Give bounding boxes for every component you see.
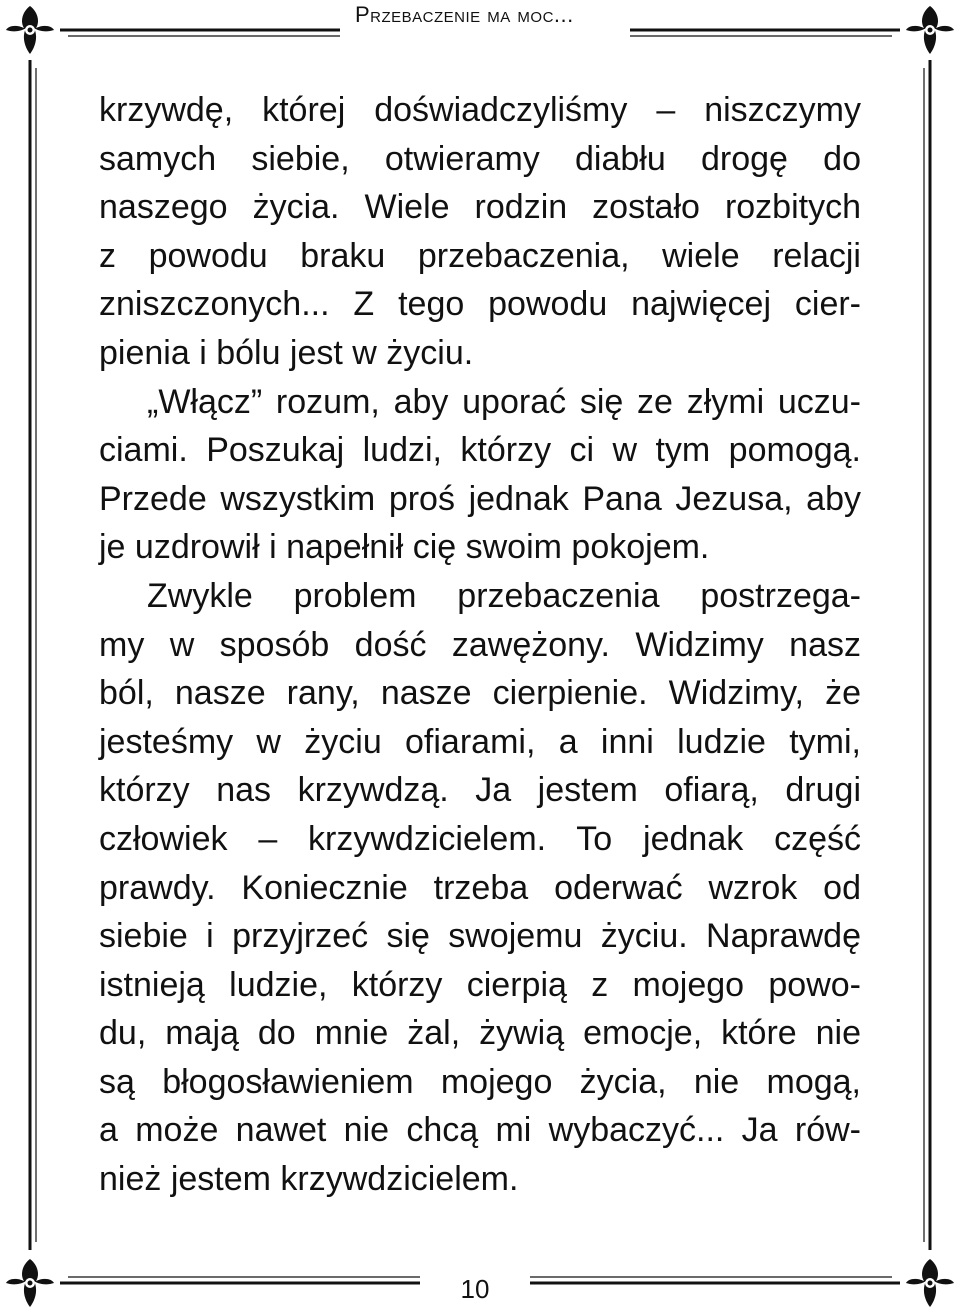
corner-ornament-icon — [902, 2, 958, 58]
text-line: zniszczonych... Z tego powodu najwięcej cier- — [99, 285, 861, 324]
body-text — [99, 86, 861, 1204]
text-line: „Włącz” rozum, aby uporać się ze złymi uczu- — [147, 382, 861, 421]
text-line: nież jestem krzywdzicielem. — [99, 1160, 519, 1199]
text-line: du, mają do mnie żal, żywią emocje, które nie — [99, 1014, 861, 1053]
text-line: z powodu braku przebaczenia, wiele relacji — [99, 236, 861, 275]
text-line: ciami. Poszukaj ludzi, którzy ci w tym pomogą. — [99, 431, 861, 470]
text-line: Przede wszystkim proś jednak Pana Jezusa, aby — [99, 479, 861, 518]
corner-ornament-icon — [2, 1255, 58, 1311]
text-line: krzywdę, której doświadczyliśmy – niszczymy — [99, 91, 861, 129]
text-line: Zwykle problem przebaczenia postrzega- — [147, 576, 861, 615]
page-number: 10 — [430, 1274, 520, 1310]
corner-ornament-icon — [2, 2, 58, 58]
text-line: są błogosławieniem mojego życia, nie mogą, — [99, 1062, 861, 1101]
text-line: ból, nasze rany, nasze cierpienie. Widzimy, że — [99, 674, 861, 713]
text-line: naszego życia. Wiele rodzin zostało rozbitych — [99, 188, 861, 227]
text-line: człowiek – krzywdzicielem. To jednak część — [99, 819, 861, 858]
corner-ornament-icon — [902, 1255, 958, 1311]
text-line: a może nawet nie chcą mi wybaczyć... Ja rów- — [99, 1111, 861, 1150]
text-line: istnieją ludzie, którzy cierpią z mojego powo- — [99, 965, 861, 1004]
text-line: którzy nas krzywdzą. Ja jestem ofiarą, drugi — [99, 771, 861, 810]
running-header: Przebaczenie ma moc... — [355, 2, 574, 27]
text-line: siebie i przyjrzeć się swojemu życiu. Naprawdę — [99, 917, 861, 956]
text-line: je uzdrowił i napełnił cię swoim pokojem. — [99, 528, 710, 567]
text-line: samych siebie, otwieramy diabłu drogę do — [99, 139, 861, 178]
text-line: jesteśmy w życiu ofiarami, a inni ludzie tymi, — [99, 722, 861, 761]
text-line: my w sposób dość zawężony. Widzimy nasz — [99, 625, 861, 664]
text-line: pienia i bólu jest w życiu. — [99, 333, 474, 372]
text-line: prawdy. Koniecznie trzeba oderwać wzrok od — [99, 868, 861, 907]
